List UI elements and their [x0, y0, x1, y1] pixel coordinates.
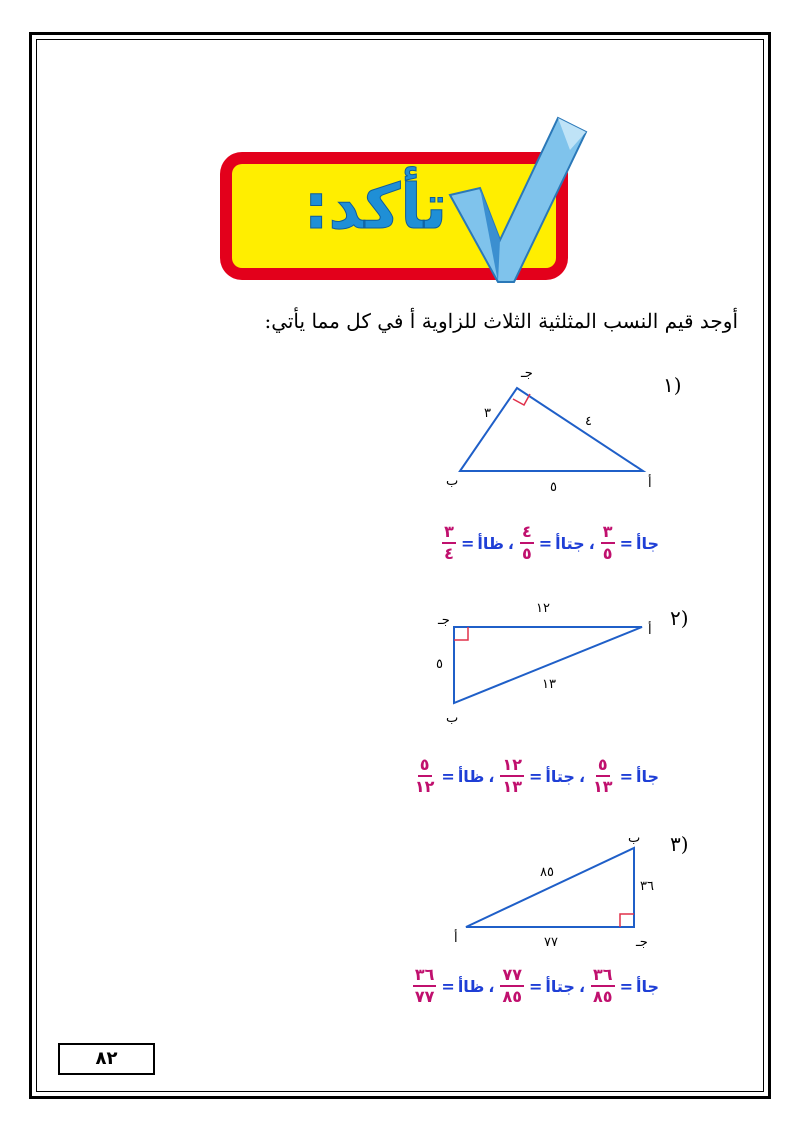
sin-label: جاأ	[635, 766, 659, 786]
denominator: ٤	[444, 544, 454, 563]
numerator: ٣	[601, 524, 615, 544]
vertex-a-label: أ	[648, 623, 652, 638]
cos-label: جتاأ	[545, 766, 575, 786]
page-number-box	[58, 1043, 155, 1075]
sin-fraction	[591, 757, 615, 795]
tan-fraction	[442, 524, 456, 562]
page-number: ٨٢	[95, 1048, 118, 1069]
equals-sign: =	[441, 976, 455, 996]
triangle-1-shape	[460, 388, 643, 471]
problem-number-2: (٢	[670, 606, 689, 630]
numerator: ٣٦	[413, 967, 437, 987]
vertex-c-label: جـ	[636, 935, 648, 950]
vertex-c-label: جـ	[438, 613, 450, 628]
side-ac-label: ٤	[585, 414, 592, 429]
numerator: ٧٧	[500, 967, 524, 987]
answer-2	[411, 757, 659, 795]
equals-sign: =	[619, 766, 633, 786]
answer-1	[440, 524, 659, 562]
separator: ،	[588, 533, 595, 553]
side-ac-label: ٧٧	[544, 935, 558, 950]
denominator: ٧٧	[414, 987, 435, 1006]
vertex-c-label: جـ	[521, 366, 533, 381]
numerator: ٥	[418, 757, 432, 777]
vertex-a-label: أ	[648, 476, 652, 491]
denominator: ١٢	[414, 777, 435, 796]
cos-fraction	[500, 757, 524, 795]
side-ab-label: ١٣	[542, 677, 556, 692]
separator: ،	[507, 533, 514, 553]
denominator: ٨٥	[593, 987, 613, 1006]
side-bc-label: ٣٦	[640, 879, 654, 894]
sin-label: جاأ	[635, 976, 659, 996]
cos-fraction	[520, 524, 534, 562]
banner-title: تأكد:	[303, 170, 447, 243]
tan-fraction	[413, 757, 437, 795]
numerator: ٥	[596, 757, 610, 777]
denominator: ٥	[521, 544, 532, 563]
denominator: ٥	[602, 544, 613, 563]
vertex-a-label: أ	[454, 931, 458, 946]
separator: ،	[578, 976, 586, 996]
denominator: ١٣	[502, 777, 522, 796]
side-bc-label: ٣	[484, 406, 491, 421]
right-angle-mark	[454, 627, 468, 640]
answer-3	[411, 967, 659, 1005]
triangle-3	[440, 828, 670, 953]
numerator: ٣	[442, 524, 456, 544]
separator: ،	[488, 976, 495, 996]
tan-label: ظاأ	[457, 976, 485, 996]
triangle-1	[440, 365, 670, 495]
triangle-3-shape	[466, 848, 634, 927]
tan-label: ظاأ	[477, 533, 504, 553]
equals-sign: =	[528, 766, 543, 786]
denominator: ١٣	[593, 777, 613, 796]
cos-fraction	[500, 967, 524, 1005]
separator: ،	[578, 766, 586, 786]
problem-number-3: (٣	[670, 832, 689, 856]
vertex-b-label: ب	[446, 474, 459, 489]
denominator: ٨٥	[502, 987, 522, 1006]
numerator: ٤	[520, 524, 534, 544]
side-bc-label: ٥	[436, 657, 443, 672]
sin-fraction	[601, 524, 615, 562]
triangle-2	[420, 598, 660, 728]
sin-fraction	[591, 967, 615, 1005]
right-angle-mark	[620, 914, 634, 927]
equals-sign: =	[441, 766, 455, 786]
cos-label: جتاأ	[545, 976, 575, 996]
equals-sign: =	[619, 533, 633, 553]
side-ab-label: ٨٥	[540, 865, 554, 880]
equals-sign: =	[538, 533, 553, 553]
numerator: ١٢	[500, 757, 524, 777]
vertex-b-label: ب	[446, 711, 459, 726]
separator: ،	[488, 766, 495, 786]
side-ab-label: ٥	[550, 480, 557, 495]
side-ac-label: ١٢	[536, 601, 550, 616]
cos-label: جتاأ	[555, 533, 585, 553]
equals-sign: =	[619, 976, 633, 996]
tan-label: ظاأ	[457, 766, 485, 786]
instruction-text: أوجد قيم النسب المثلثية الثلاث للزاوية أ في كل مما يأتي:	[264, 309, 738, 333]
tan-fraction	[413, 967, 437, 1005]
vertex-b-label: ب	[628, 831, 641, 846]
equals-sign: =	[528, 976, 543, 996]
equals-sign: =	[460, 533, 475, 553]
problem-number-1: (١	[663, 373, 682, 397]
numerator: ٣٦	[591, 967, 615, 987]
sin-label: جاأ	[635, 533, 659, 553]
